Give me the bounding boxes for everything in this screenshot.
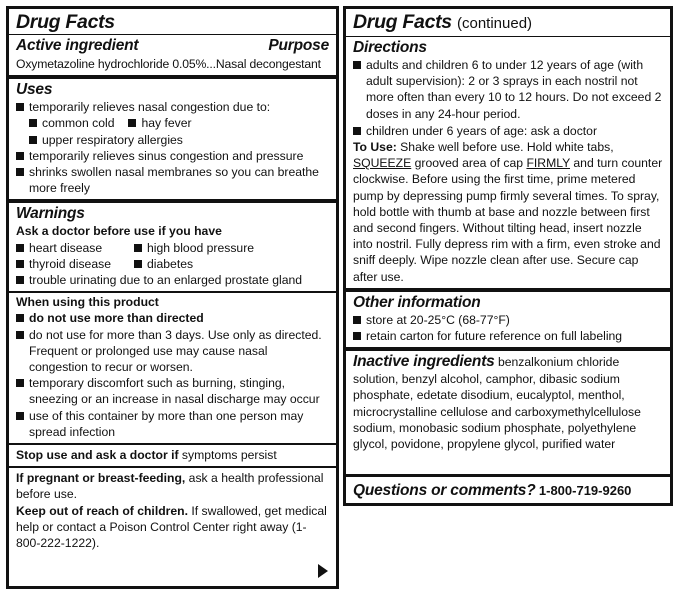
warning-item: temporary discomfort such as burning, stinging, sneezing or an increase in nasal discharge may occur: [16, 375, 329, 407]
bullet-icon: [16, 412, 24, 420]
continued-arrow-icon: [318, 564, 328, 578]
when-using-heading: When using this product: [16, 295, 159, 310]
uses-item: shrinks swollen nasal membranes so you can breathe more freely: [16, 164, 329, 196]
bullet-icon: [16, 276, 24, 284]
bullet-icon: [353, 61, 361, 69]
bullet-icon: [29, 119, 37, 127]
uses-item: temporarily relieves nasal congestion due to:: [16, 99, 329, 115]
inactive-ingredients-heading: Inactive ingredients: [353, 353, 495, 371]
other-info-item: retain carton for future reference on full labeling: [353, 328, 663, 344]
uses-item: temporarily relieves sinus congestion and pressure: [16, 148, 329, 164]
drug-facts-continued-title: Drug Facts (continued): [353, 11, 533, 33]
bullet-icon: [134, 260, 142, 268]
bullet-icon: [16, 331, 24, 339]
drug-facts-left-panel: [6, 6, 339, 589]
direction-item: children under 6 years of age: ask a doctor: [353, 123, 663, 139]
bullet-icon: [16, 152, 24, 160]
warning-item: do not use more than directed: [16, 310, 329, 326]
bullet-icon: [128, 119, 136, 127]
bullet-icon: [353, 332, 361, 340]
active-ingredient-line: Oxymetazoline hydrochloride 0.05%...Nasal decongestant: [16, 57, 321, 71]
bullet-icon: [353, 316, 361, 324]
condition-row: thyroid disease diabetes: [16, 256, 329, 272]
ask-doctor-heading: Ask a doctor before use if you have: [16, 224, 222, 239]
inactive-ingredients-paragraph: Inactive ingredients benzalkonium chloride solution, benzyl alcohol, camphor, dibasic sodium phosphate, edetate disodium, eucalyptol, menthol, microcrystalline cellulose and carboxymethylcellulose sodium, monobasic sodium phosphate, polyethylene glycol, povidone, propylene glycol, purified water: [353, 353, 641, 452]
to-use-paragraph: To Use: Shake well before use. Hold white tabs, SQUEEZE grooved area of cap FIRMLY and turn counter clockwise. Before using the first time, prime metered pump by depressing pump firmly several times. To spray, hold bottle with thumb at base and nozzle between first and second fingers. Without tilting head, insert nozzle into nostril. Fully depress rim with a firm, even stroke and sniff deeply. Wipe nozzle clean after use. Secure cap after use.: [353, 140, 663, 284]
drug-facts-right-panel: [343, 6, 673, 506]
uses-subitem: upper respiratory allergies: [16, 132, 329, 148]
other-info-item: store at 20-25°C (68-77°F): [353, 312, 663, 328]
bullet-icon: [16, 379, 24, 387]
purpose-heading: Purpose: [268, 37, 329, 54]
keep-away-line: Keep out of reach of children. If swallowed, get medical help or contact a Poison Control Center right away (1-800-222-1222).: [16, 503, 327, 551]
direction-item: adults and children 6 to under 12 years of age (with adult supervision): 2 or 3 sprays in each nostril not more often than every 10 to 12 hours. Do not exceed 2 doses in any 24-hour period.: [353, 57, 663, 122]
bullet-icon: [16, 260, 24, 268]
bullet-icon: [16, 103, 24, 111]
condition-row: trouble urinating due to an enlarged prostate gland: [16, 272, 329, 288]
bullet-icon: [16, 244, 24, 252]
questions-phone: 1-800-719-9260: [538, 483, 632, 498]
bullet-icon: [16, 168, 24, 176]
bullet-icon: [16, 314, 24, 322]
bullet-icon: [353, 127, 361, 135]
directions-heading: Directions: [353, 39, 427, 56]
questions-heading: Questions or comments?: [353, 482, 536, 499]
uses-subitem: common cold hay fever: [16, 115, 329, 131]
condition-row: heart disease high blood pressure: [16, 240, 329, 256]
uses-heading: Uses: [16, 81, 53, 99]
warning-item: do not use for more than 3 days. Use only as directed. Frequent or prolonged use may cause nasal congestion to recur or worsen.: [16, 327, 329, 376]
active-ingredient-heading: Active ingredient: [16, 37, 139, 54]
stop-use-line: Stop use and ask a doctor if symptoms persist: [16, 448, 277, 463]
other-information-heading: Other information: [353, 293, 481, 311]
warning-item: use of this container by more than one person may spread infection: [16, 408, 329, 440]
bullet-icon: [29, 136, 37, 144]
questions-box: [343, 474, 673, 506]
warnings-heading: Warnings: [16, 205, 85, 223]
bullet-icon: [134, 244, 142, 252]
pregnancy-line: If pregnant or breast-feeding, ask a health professional before use.: [16, 471, 324, 502]
drug-facts-title: Drug Facts: [16, 11, 115, 33]
